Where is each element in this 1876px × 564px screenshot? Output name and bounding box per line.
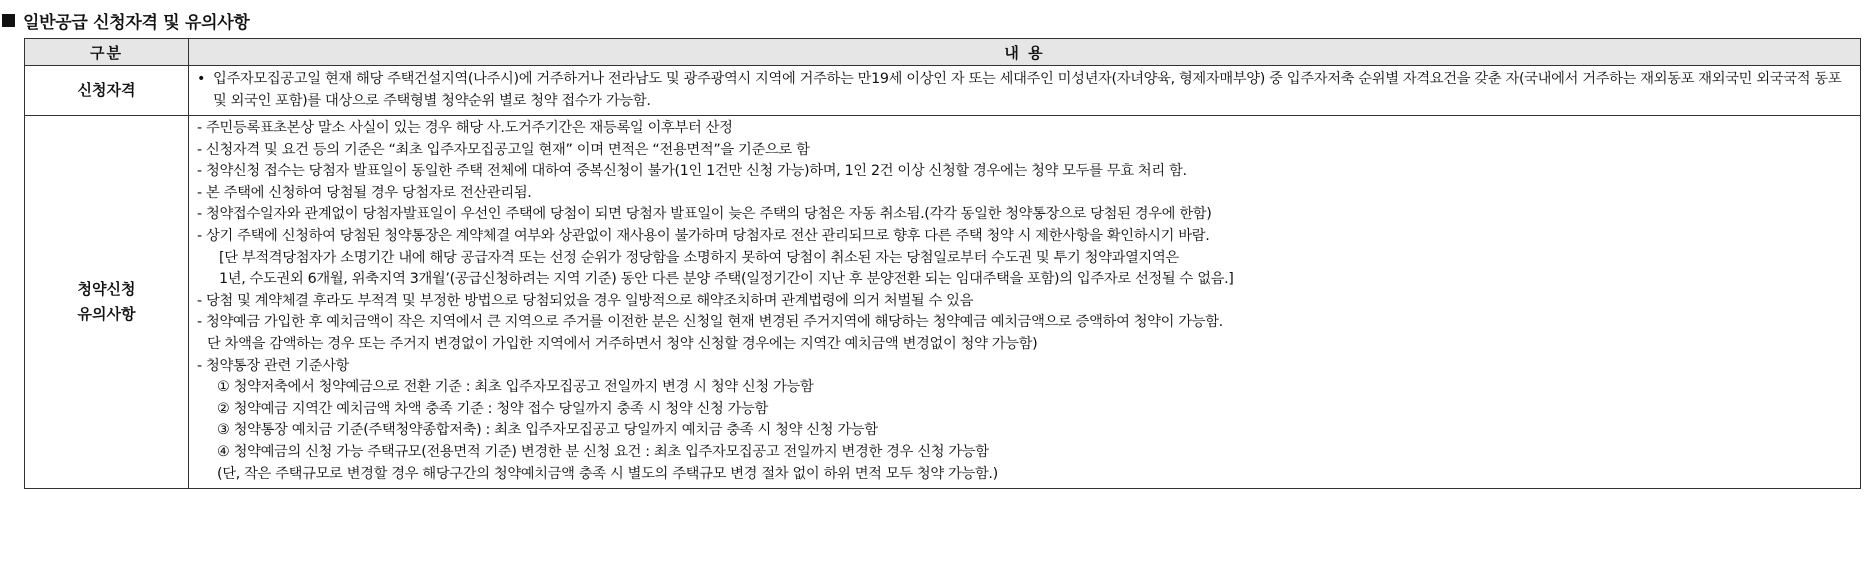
cautions-label-line2: 유의사항 <box>77 305 136 324</box>
caution-subitem: ② 청약예금 지역간 예치금액 차액 충족 기준 : 청약 접수 당일까지 충족 시 청약 신청 가능함 <box>217 400 768 417</box>
caution-subitem: ④ 청약예금의 신청 가능 주택규모(전용면적 기준) 변경한 분 신청 요건 : 최초 입주자모집공고 전일까지 변경한 경우 신청 가능함 <box>217 443 989 460</box>
bullet-icon: • <box>197 71 206 87</box>
caution-line: - 청약통장 관련 기준사항 <box>197 357 349 374</box>
eligibility-content <box>189 66 1861 116</box>
eligibility-text: 입주자모집공고일 현재 해당 주택건설지역(나주시)에 거주하거나 전라남도 및 광주광역시 지역에 거주하는 만19세 이상인 자 또는 세대주인 미성년자(자녀양육, 형제자매부양) 중 입주자저축 순위별 자격요건을 갖춘 자(국내에서 거주하는 재외동포 재외국민 외국국적 동포 및 외국인 포함)를 대상으로 주택형별 청약순위 별로 청약 접수가 가능함. <box>213 71 1842 109</box>
header-content: 내 용 <box>189 39 1861 66</box>
caution-subitem: ① 청약저축에서 청약예금으로 전환 기준 : 최초 입주자모집공고 전일까지 변경 시 청약 신청 가능함 <box>217 379 814 396</box>
eligibility-bullet-item <box>197 68 1852 112</box>
caution-line: 단 차액을 감액하는 경우 또는 주거지 변경없이 가입한 지역에서 거주하면서 청약 신청할 경우에는 지역간 예치금액 변경없이 청약 가능함) <box>207 335 1038 352</box>
eligibility-label: 신청자격 <box>25 66 189 116</box>
eligibility-table <box>24 38 1861 489</box>
caution-line: - 본 주택에 신청하여 당첨될 경우 당첨자로 전산관리됨. <box>197 184 532 201</box>
caution-line: - 청약접수일자와 관계없이 당첨자발표일이 우선인 주택에 당첨이 되면 당첨자 발표일이 늦은 주택의 당첨은 자동 취소됨.(각각 동일한 청약통장으로 당첨된 경우에 한함) <box>197 206 1212 223</box>
section-title <box>2 6 249 34</box>
caution-line: - 신청자격 및 요건 등의 기준은 “최초 입주자모집공고일 현재” 이며 면적은 “전용면적”을 기준으로 함 <box>197 141 810 158</box>
caution-subitem: (단, 작은 주택규모로 변경할 경우 해당구간의 청약예치금액 충족 시 별도의 주택규모 변경 절차 없이 하위 면적 모두 청약 가능함.) <box>217 465 998 482</box>
caution-line: - 주민등록표초본상 말소 사실이 있는 경우 해당 사.도거주기간은 재등록일 이후부터 산정 <box>197 120 733 136</box>
cautions-label-line1: 청약신청 <box>77 280 136 299</box>
header-category: 구분 <box>25 39 189 66</box>
section-title-text: 일반공급 신청자격 및 유의사항 <box>23 12 250 33</box>
caution-subitem: ③ 청약통장 예치금 기준(주택청약종합저축) : 최초 입주자모집공고 당일까지 예치금 충족 시 청약 신청 가능함 <box>217 422 878 439</box>
table-header-row <box>25 39 1861 66</box>
caution-line: [단 부적격당첨자가 소명기간 내에 해당 공급자격 또는 선정 순위가 정당함을 소명하지 못하여 당첨이 취소된 자는 당첨일로부터 수도권 및 투기 청약과열지역은 <box>219 249 1179 266</box>
caution-line: - 청약예금 가입한 후 예치금액이 작은 지역에서 큰 지역으로 주거를 이전한 분은 신청일 현재 변경된 주거지역에 해당하는 청약예금 예치금액으로 증액하여 청약이 가능함. <box>197 314 1223 331</box>
table-row-cautions <box>25 116 1861 489</box>
square-bullet-icon <box>2 14 15 27</box>
caution-line: - 상기 주택에 신청하여 당첨된 청약통장은 계약체결 여부와 상관없이 재사용이 불가하며 당첨자로 전산 관리되므로 향후 다른 주택 청약 시 제한사항을 확인하시기 바람. <box>197 227 1210 244</box>
caution-line: 1년, 수도권외 6개월, 위축지역 3개월’(공급신청하려는 지역 기준) 동안 다른 분양 주택(일정기간이 지난 후 분양전환 되는 임대주택을 포함)의 입주자로 선정될 수 없음.] <box>219 271 1234 288</box>
cautions-label <box>25 116 189 489</box>
cautions-content <box>189 116 1861 489</box>
table-row-eligibility <box>25 66 1861 116</box>
caution-line: - 당첨 및 계약체결 후라도 부적격 및 부정한 방법으로 당첨되었을 경우 일방적으로 해약조치하며 관계법령에 의거 처벌될 수 있음 <box>197 292 974 309</box>
caution-line: - 청약신청 접수는 당첨자 발표일이 동일한 주택 전체에 대하여 중복신청이 불가(1인 1건만 신청 가능)하며, 1인 2건 이상 신청할 경우에는 청약 모두를 무효 처리 함. <box>197 163 1187 180</box>
